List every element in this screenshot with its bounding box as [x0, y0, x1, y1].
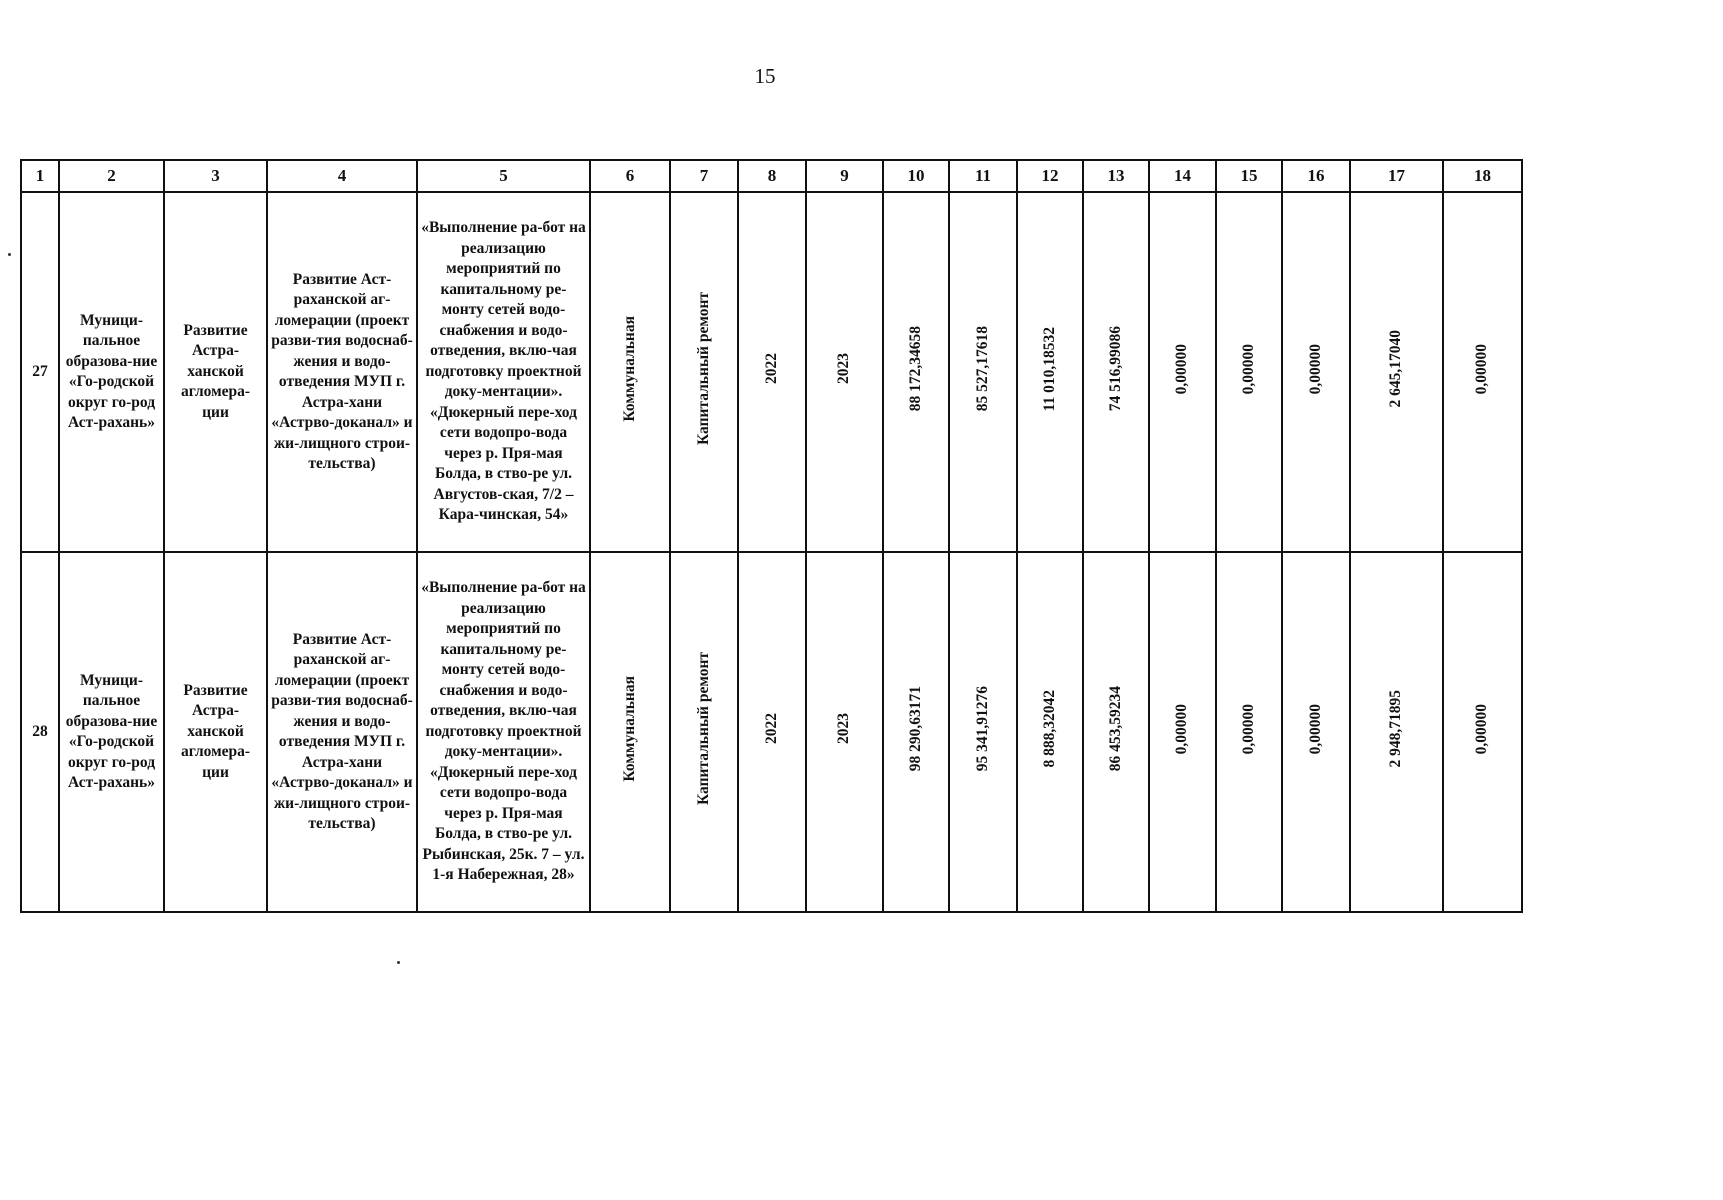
program-text: Развитие Астра-ханской агломера-ции — [180, 321, 251, 421]
work-type-text: Капитальный ремонт — [694, 652, 712, 806]
value-text: 0,00000 — [1306, 343, 1324, 394]
value-text: 0,00000 — [1306, 703, 1324, 754]
column-header: 4 — [267, 160, 417, 192]
value-text: 86 453,59234 — [1106, 686, 1124, 772]
value-text: 0,00000 — [1173, 703, 1191, 754]
ownership-cell — [590, 192, 670, 552]
value-text: 74 516,99086 — [1106, 326, 1124, 412]
object-cell — [417, 552, 590, 912]
page-number: 15 — [754, 64, 776, 88]
column-header: 2 — [59, 160, 164, 192]
value-text: 0,00000 — [1473, 703, 1491, 754]
work-type-cell — [670, 552, 738, 912]
value-cell — [1350, 552, 1443, 912]
end-year-text: 2023 — [835, 713, 853, 745]
scan-speck — [8, 253, 11, 256]
value-text: 0,00000 — [1239, 703, 1257, 754]
program-cell — [164, 192, 267, 552]
column-header: 10 — [883, 160, 949, 192]
end-year-cell — [806, 552, 883, 912]
scan-speck — [397, 961, 400, 964]
end-year-cell — [806, 192, 883, 552]
value-cell — [1350, 192, 1443, 552]
start-year-text: 2022 — [762, 713, 780, 745]
municipality-text: Муници-пальное образова-ние «Го-родской округ го-род Аст-рахань» — [65, 671, 158, 791]
value-text: 88 172,34658 — [906, 326, 924, 412]
value-cell — [1443, 192, 1522, 552]
column-header: 18 — [1443, 160, 1522, 192]
value-cell — [1149, 552, 1216, 912]
end-year-text: 2023 — [835, 353, 853, 385]
column-header: 11 — [949, 160, 1017, 192]
column-header: 5 — [417, 160, 590, 192]
value-cell — [1443, 552, 1522, 912]
column-header: 14 — [1149, 160, 1216, 192]
value-cell — [949, 552, 1017, 912]
value-cell — [949, 192, 1017, 552]
data-table — [20, 159, 1523, 913]
value-cell — [1282, 192, 1350, 552]
value-cell — [1017, 192, 1083, 552]
value-cell — [1083, 192, 1149, 552]
value-text: 2 948,71895 — [1387, 690, 1405, 768]
work-type-text: Капитальный ремонт — [694, 292, 712, 446]
value-text: 98 290,63171 — [906, 686, 924, 772]
object-text: «Выполнение ра-бот на реализацию мероприятий по капитальному ре-монту сетей водо-снабжения и водо-отведения, вклю-чая подготовку проектной доку-ментации». «Дюкерный пере-ход сети водопро-вода через р. Пря-мая Болда, в ство-ре ул. Рыбинская, 25к. 7 – ул. 1-я Набережная, 28» — [421, 579, 586, 884]
value-text: 95 341,91276 — [973, 686, 991, 772]
value-text: 0,00000 — [1173, 343, 1191, 394]
ownership-text: Коммунальная — [620, 675, 638, 782]
program-cell — [164, 552, 267, 912]
column-header: 1 — [21, 160, 59, 192]
header-row — [21, 160, 1522, 192]
municipality-cell — [59, 552, 164, 912]
column-header: 16 — [1282, 160, 1350, 192]
value-text: 85 527,17618 — [973, 326, 991, 412]
column-header: 17 — [1350, 160, 1443, 192]
value-cell — [1282, 552, 1350, 912]
column-header: 12 — [1017, 160, 1083, 192]
value-text: 0,00000 — [1473, 343, 1491, 394]
value-text: 8 888,32042 — [1040, 690, 1058, 768]
column-header: 7 — [670, 160, 738, 192]
value-cell — [1017, 552, 1083, 912]
project-text: Развитие Аст-раханской аг-ломерации (проект разви-тия водоснаб-жения и водо-отведения МУП г. Астра-хани «Астрво-доканал» и жи-лищного строи-тельства) — [271, 270, 413, 472]
start-year-cell — [738, 192, 806, 552]
object-cell — [417, 192, 590, 552]
ownership-cell — [590, 552, 670, 912]
column-header: 9 — [806, 160, 883, 192]
value-text: 2 645,17040 — [1387, 330, 1405, 408]
value-cell — [1149, 192, 1216, 552]
municipality-text: Муници-пальное образова-ние «Го-родской округ го-род Аст-рахань» — [65, 311, 158, 431]
program-text: Развитие Астра-ханской агломера-ции — [180, 681, 251, 781]
column-header: 6 — [590, 160, 670, 192]
table-row — [21, 552, 1522, 912]
project-cell — [267, 192, 417, 552]
column-header: 15 — [1216, 160, 1282, 192]
project-cell — [267, 552, 417, 912]
value-text: 0,00000 — [1239, 343, 1257, 394]
value-text: 11 010,18532 — [1040, 326, 1058, 411]
ownership-text: Коммунальная — [620, 315, 638, 422]
project-text: Развитие Аст-раханской аг-ломерации (проект разви-тия водоснаб-жения и водо-отведения МУП г. Астра-хани «Астрво-доканал» и жи-лищного строи-тельства) — [271, 630, 413, 832]
work-type-cell — [670, 192, 738, 552]
value-cell — [1083, 552, 1149, 912]
value-cell — [883, 192, 949, 552]
start-year-text: 2022 — [762, 353, 780, 385]
value-cell — [1216, 192, 1282, 552]
object-text: «Выполнение ра-бот на реализацию мероприятий по капитальному ре-монту сетей водо-снабжения и водо-отведения, вклю-чая подготовку проектной доку-ментации». «Дюкерный пере-ход сети водопро-вода через р. Пря-мая Болда, в ство-ре ул. Августов-ская, 7/2 – Кара-чинская, 54» — [421, 219, 586, 524]
table-row — [21, 192, 1522, 552]
municipality-cell — [59, 192, 164, 552]
row-number: 27 — [21, 192, 59, 552]
column-header: 3 — [164, 160, 267, 192]
row-number: 28 — [21, 552, 59, 912]
value-cell — [883, 552, 949, 912]
column-header: 13 — [1083, 160, 1149, 192]
value-cell — [1216, 552, 1282, 912]
start-year-cell — [738, 552, 806, 912]
column-header: 8 — [738, 160, 806, 192]
